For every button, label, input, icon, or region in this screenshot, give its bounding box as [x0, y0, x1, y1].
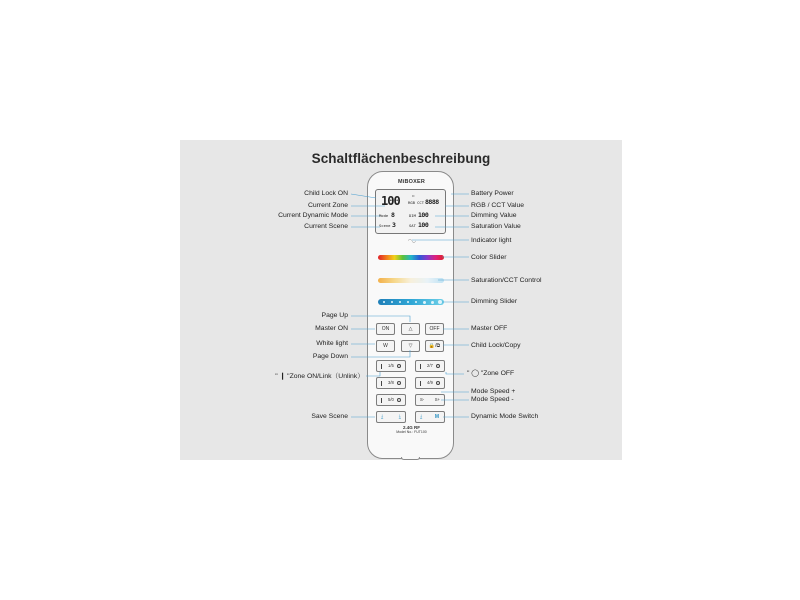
master-on-button[interactable]: ON [376, 323, 395, 335]
label-mode-speed-plus: Mode Speed + [471, 388, 516, 395]
diagram-panel [180, 140, 622, 460]
battery-icon: ▭ [412, 193, 415, 198]
label-current-zone: Current Zone [307, 202, 348, 209]
zone-number: 5/0 [388, 397, 394, 402]
label-page-up: Page Up [321, 312, 348, 319]
label-white-light: White light [316, 340, 348, 347]
lcd-zone-value: 100 [381, 194, 400, 208]
label-dynamic-mode-switch: Dynamic Mode Switch [471, 413, 539, 420]
label-dimming-value: Dimming Value [471, 212, 517, 219]
speed-plus-label: S+ [434, 397, 440, 402]
save-scene-icon: ⤓ [420, 414, 423, 420]
label-zone-on-link: " ❙ "Zone ON/Link（Unlink） [275, 373, 364, 380]
label-child-lock-on: Child Lock ON [304, 190, 348, 197]
model-number: Model No.: FUT100 [396, 430, 427, 434]
label-battery-power: Battery Power [471, 190, 514, 197]
label-master-off: Master OFF [471, 325, 508, 332]
zone-number: 4/9 [427, 380, 433, 385]
lcd-rgb-label: RGB CCT [408, 200, 425, 205]
rf-label: 2.4G RF [402, 425, 420, 430]
label-zone-off: " ◯ "Zone OFF [467, 370, 515, 377]
diagram-title: Schaltflächenbeschreibung [311, 151, 491, 166]
master-off-button[interactable]: OFF [425, 323, 444, 335]
zone-number: 1/5 [388, 363, 394, 368]
label-dimming-slider: Dimming Slider [471, 298, 518, 305]
zone-number: 3/8 [388, 380, 394, 385]
label-indicator-light: Indicator light [471, 237, 512, 244]
label-child-lock-copy: Child Lock/Copy [471, 342, 521, 349]
lcd-mode-label: Mode [379, 213, 389, 218]
label-page-down: Page Down [312, 353, 348, 360]
indicator-light-icon: ◠◡ [408, 238, 416, 243]
label-current-dynamic-mode: Current Dynamic Mode [278, 212, 348, 219]
lcd-scene-label: Scene [379, 223, 391, 228]
lcd-scene-value: 3 [392, 221, 396, 229]
lcd-dim-label: DIM [409, 213, 416, 218]
mode-label: M [434, 414, 439, 420]
save-scene-icon: ⤓ [398, 414, 401, 420]
save-scene-icon: ⤓ [381, 414, 384, 420]
lcd-mode-value: 8 [391, 211, 395, 219]
page-up-button[interactable]: △ [401, 323, 420, 335]
leader-lines [180, 140, 622, 460]
label-save-scene: Save Scene [311, 413, 348, 420]
brand-logo: MiBOXER [397, 179, 426, 185]
label-current-scene: Current Scene [304, 223, 348, 230]
lcd-dim-value: 100 [418, 211, 429, 219]
child-lock-copy-button[interactable]: 🔒/⧉ [425, 340, 444, 352]
label-rgb-cct-value: RGB / CCT Value [471, 202, 525, 209]
label-mode-speed-minus: Mode Speed - [471, 396, 514, 403]
label-saturation-cct-control: Saturation/CCT Control [471, 277, 542, 284]
lcd-sat-value: 100 [418, 221, 429, 229]
zone-number: 2/7 [427, 363, 433, 368]
label-color-slider: Color Slider [471, 254, 507, 261]
page-down-button[interactable]: ▽ [401, 340, 420, 352]
white-light-button[interactable]: W [376, 340, 395, 352]
lcd-sat-label: SAT [409, 223, 416, 228]
label-saturation-value: Saturation Value [471, 223, 521, 230]
speed-minus-label: S- [420, 397, 425, 402]
lcd-rgb-value: 8888 [425, 198, 439, 206]
label-master-on: Master ON [315, 325, 348, 332]
